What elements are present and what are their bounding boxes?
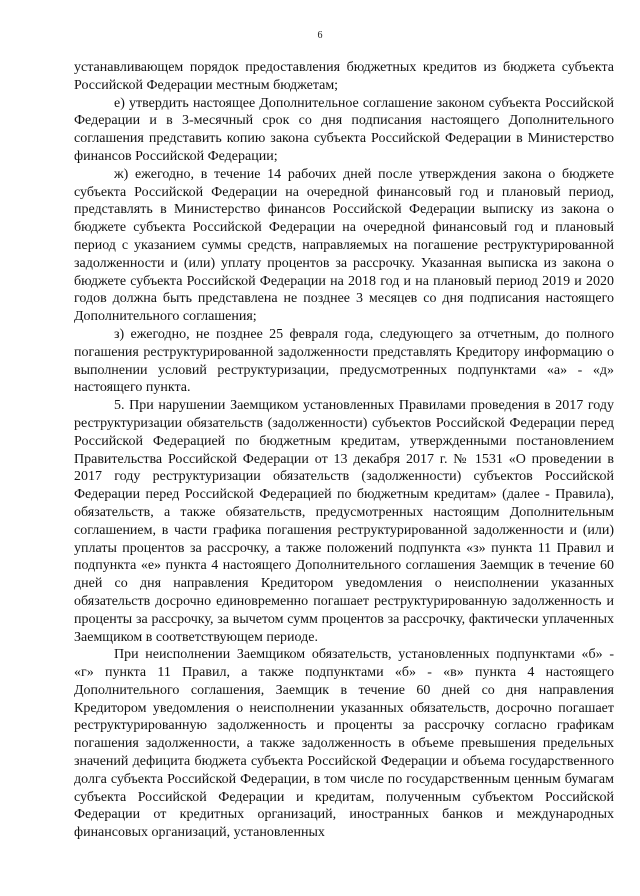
paragraph-item-z: з) ежегодно, не позднее 25 февраля года, следующего за отчетным, до полного погашения реструктурированной задолженности представлять Кредитору информацию о выполнении условий реструктуризации, предусмотренных подпунктами «а» - «д» настоящего пункта. xyxy=(74,326,614,396)
paragraph-non-fulfillment: При неисполнении Заемщиком обязательств, установленных подпунктами «б» - «г» пункта 11 Правил, а также подпунктами «б» - «в» пункта 4 настоящего Дополнительного соглашения, Заемщик в течение 60 дней со дня направления Кредитором уведомления о неисполнении указанных обязательств, досрочно погашает реструктурированную задолженность и проценты за рассрочку согласно графикам погашения задолженности, а также задолженность в объеме превышения предельных значений дефицита бюджета субъекта Российской Федерации и объема государственного долга субъекта Российской Федерации, в том числе по государственным ценным бумагам субъекта Российской Федерации и кредитам, полученным субъектом Российской Федерации от кредитных организаций, иностранных банков и международных финансовых организаций, установленных xyxy=(74,647,614,841)
paragraph-clause-5: 5. При нарушении Заемщиком установленных Правилами проведения в 2017 году реструктуризации обязательств (задолженности) субъектов Российской Федерации перед Российской Федерацией по бюджетным кредитам, утвержденными постановлением Правительства Российской Федерации от 13 декабря 2017 г. № 1531 «О проведении в 2017 году реструктуризации обязательств (задолженности) субъектов Российской Федерации перед Российской Федерацией по бюджетным кредитам» (далее - Правила), обязательств, а также обязательств, предусмотренных настоящим Дополнительным соглашением, в части графика погашения реструктурированной задолженности и (или) уплаты процентов за рассрочку, а также положений подпункта «з» пункта 11 Правил и подпункта «е» пункта 4 настоящего Дополнительного соглашения Заемщик в течение 60 дней со дня направления Кредитором уведомления о неисполнении указанных обязательств досрочно единовременно погашает реструктурированную задолженность и проценты за рассрочку, за вычетом сумм процентов за рассрочку, фактически уплаченных Заемщиком в соответствующем периоде. xyxy=(74,398,614,645)
document-body xyxy=(74,59,614,842)
page-number: 6 xyxy=(317,30,323,41)
paragraph-continuation: устанавливающем порядок предоставления бюджетных кредитов из бюджета субъекта Российской Федерации местным бюджетам; xyxy=(74,60,614,93)
paragraph-item-zh: ж) ежегодно, в течение 14 рабочих дней после утверждения закона о бюджете субъекта Российской Федерации на очередной финансовый год и плановый период, представлять в Министерство финансов Российской Федерации выписку из закона о бюджете субъекта Российской Федерации на очередной финансовый год и плановый период с указанием суммы средств, направляемых на погашение реструктурированной задолженности и (или) уплату процентов за рассрочку. Указанная выписка из закона о бюджете субъекта Российской Федерации на 2018 год и на плановый период 2019 и 2020 годов должна быть представлена не позднее 3 месяцев со дня подписания настоящего Дополнительного соглашения; xyxy=(74,166,614,325)
paragraph-item-e: е) утвердить настоящее Дополнительное соглашение законом субъекта Российской Федерации и в 3-месячный срок со дня подписания настоящего Дополнительного соглашения представить копию закона субъекта Российской Федерации в Министерство финансов Российской Федерации; xyxy=(74,95,614,164)
